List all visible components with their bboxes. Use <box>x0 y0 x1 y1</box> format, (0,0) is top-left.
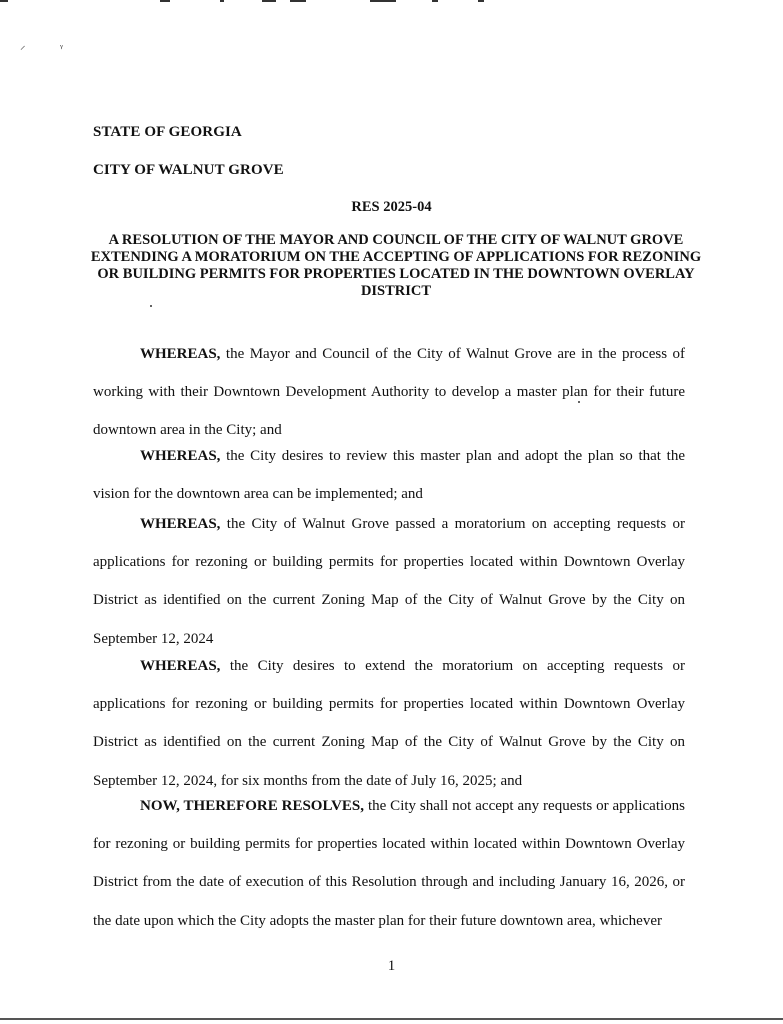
paragraph-lead: WHEREAS, <box>140 516 221 532</box>
paragraph-text: the City desires to extend the moratorium on accepting requests or applications for rezoning or building permits for properties located within Downtown Overlay District as identified on the current Zoning Map of the City of Walnut Grove by the City on September 12, 2024, for six months from the date of July 16, 2025; and <box>93 658 685 789</box>
paragraph-text: the City of Walnut Grove passed a moratorium on accepting requests or applications for rezoning or building permits for properties located within Downtown Overlay District as identified on the current Zoning Map of the City of Walnut Grove by the City on September 12, 2024 <box>93 516 685 647</box>
scan-artifact-bottom <box>0 1018 783 1020</box>
paragraph-lead: WHEREAS, <box>140 448 221 464</box>
scan-artifact-top <box>0 0 783 4</box>
paragraph-lead: NOW, THEREFORE RESOLVES, <box>140 798 365 814</box>
paragraph-lead: WHEREAS, <box>140 658 221 674</box>
state-heading: STATE OF GEORGIA <box>93 124 242 140</box>
paragraph-text: the Mayor and Council of the City of Walnut Grove are in the process of working with their Downtown Development Authority to develop a master plan for their future downtown area in the City; and <box>93 346 685 439</box>
city-heading: CITY OF WALNUT GROVE <box>93 162 284 178</box>
stray-mark <box>150 305 152 307</box>
resolution-number: RES 2025-04 <box>351 199 432 215</box>
page-number: 1 <box>387 958 396 974</box>
paragraph-text: the City shall not accept any requests or applications for rezoning or building permits for properties located within located within Downtown Overlay District from the date of execution of this Resolution through and including January 16, 2026, or the date upon which the City adopts the master plan for their future downtown area, whichever <box>93 798 685 929</box>
resolves-paragraph <box>93 787 685 940</box>
whereas-paragraph-2 <box>93 437 685 513</box>
paragraph-lead: WHEREAS, <box>140 346 221 362</box>
whereas-paragraph-3 <box>93 505 685 658</box>
resolution-title: A RESOLUTION OF THE MAYOR AND COUNCIL OF THE CITY OF WALNUT GROVE EXTENDING A MORATORIUM ON THE ACCEPTING OF APPLICATIONS FOR REZONING OR BUILDING PERMITS FOR PROPERTIES LOCATED IN THE DOWNTOWN OVERLAY DISTRICT <box>90 232 702 299</box>
document-page: ⸝ ᵧ STATE OF GEORGIA CITY OF WALNUT GROVE RES 2025-04 A RESOLUTION OF THE MAYOR AND COUNCIL OF THE CITY OF WALNUT GROVE EXTENDING A MORATORIUM ON THE ACCEPTING OF APPLICATIONS FOR REZONING OR BUILDING PERMITS FOR PROPERTIES LOCATED IN THE DOWNTOWN OVERLAY DISTRICT WHEREAS, the Mayor and Council of the City of Walnut Grove are in the process of working with their Downtown Development Authority to develop a master plan for their future downtown area in the City; and WHEREAS, the City desires to review this master plan and adopt the plan so that the vision for the downtown area can be implemented; and WHEREAS, the City of Walnut Grove passed a moratorium on accepting requests or applications for rezoning or building permits for properties located within Downtown Overlay District as identified on the current Zoning Map of the City of Walnut Grove by the City on September 12, 2024 WHEREAS, the City desires to extend the moratorium on accepting requests or applications for rezoning or building permits for properties located within Downtown Overlay District as identified on the current Zoning Map of the City of Walnut Grove by the City on September 12, 2024, for six months from the date of July 16, 2025; and NOW, THEREFORE RESOLVES, the City shall not accept any requests or applications for rezoning or building permits for properties located within located within Downtown Overlay District from the date of execution of this Resolution through and including January 16, 2026, or the date upon which the City adopts the master plan for their future downtown area, whichever 1 <box>0 0 783 1024</box>
paragraph-text: the City desires to review this master plan and adopt the plan so that the vision for the downtown area can be implemented; and <box>93 448 685 503</box>
whereas-paragraph-1 <box>93 335 685 450</box>
whereas-paragraph-4 <box>93 647 685 800</box>
